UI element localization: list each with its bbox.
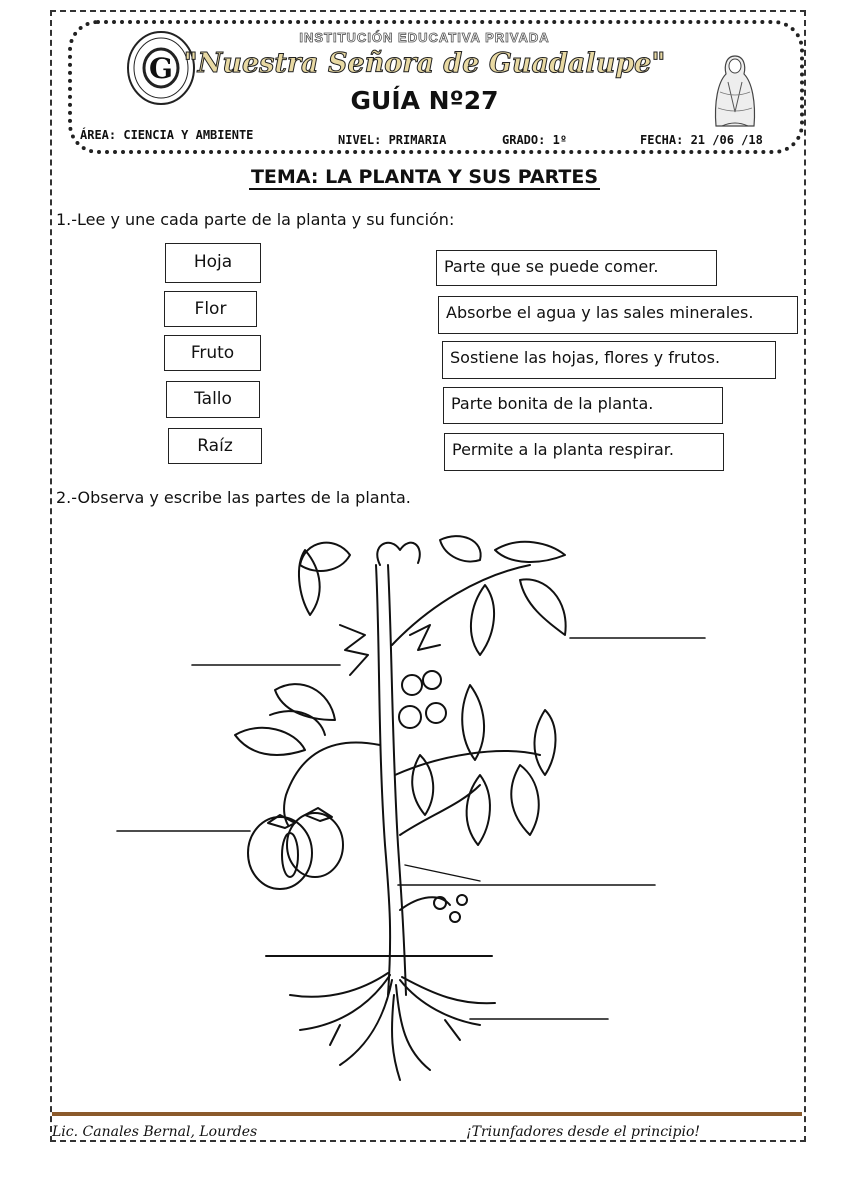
branch-to-fruit xyxy=(284,742,380,825)
plant-drawing xyxy=(100,525,740,1095)
footer-author: Lic. Canales Bernal, Lourdes xyxy=(52,1124,258,1140)
logo-letter: G xyxy=(149,52,173,85)
part-box-raiz: Raíz xyxy=(168,428,262,464)
topic-title xyxy=(0,166,849,188)
main-stem xyxy=(376,565,390,995)
fruit xyxy=(248,817,312,889)
topic-text: TEMA: LA PLANTA Y SUS PARTES xyxy=(250,166,599,188)
date-field: FECHA: 21 /06 /18 xyxy=(640,133,763,147)
school-name: "Nuestra Señora de Guadalupe" xyxy=(183,48,666,79)
leaf-top xyxy=(377,543,420,565)
footer-divider xyxy=(52,1112,802,1116)
footer-motto: ¡Triunfadores desde el principio! xyxy=(466,1124,701,1140)
part-box-flor: Flor xyxy=(164,291,257,327)
flower-cluster xyxy=(340,625,368,675)
function-box-5: Permite a la planta respirar. xyxy=(444,433,724,471)
function-box-1: Parte que se puede comer. xyxy=(436,250,717,286)
function-box-4: Parte bonita de la planta. xyxy=(443,387,723,424)
question-2-prompt: 2.-Observa y escribe las partes de la planta. xyxy=(56,488,411,507)
part-box-fruto: Fruto xyxy=(164,335,261,371)
area-field: ÁREA: CIENCIA Y AMBIENTE xyxy=(80,128,254,142)
function-box-3: Sostiene las hojas, flores y frutos. xyxy=(442,341,776,379)
roots xyxy=(300,975,390,1030)
guide-number: GUÍA Nº27 xyxy=(350,86,499,115)
question-1-prompt: 1.-Lee y une cada parte de la planta y su función: xyxy=(56,210,455,229)
leaf-right-large xyxy=(520,579,566,635)
grade-field: GRADO: 1º xyxy=(502,133,568,147)
part-box-hoja: Hoja xyxy=(165,243,261,283)
part-box-tallo: Tallo xyxy=(166,381,260,418)
function-box-2: Absorbe el agua y las sales minerales. xyxy=(438,296,798,334)
institution-type: INSTITUCIÓN EDUCATIVA PRIVADA xyxy=(299,30,550,45)
level-field: NIVEL: PRIMARIA xyxy=(338,133,447,147)
